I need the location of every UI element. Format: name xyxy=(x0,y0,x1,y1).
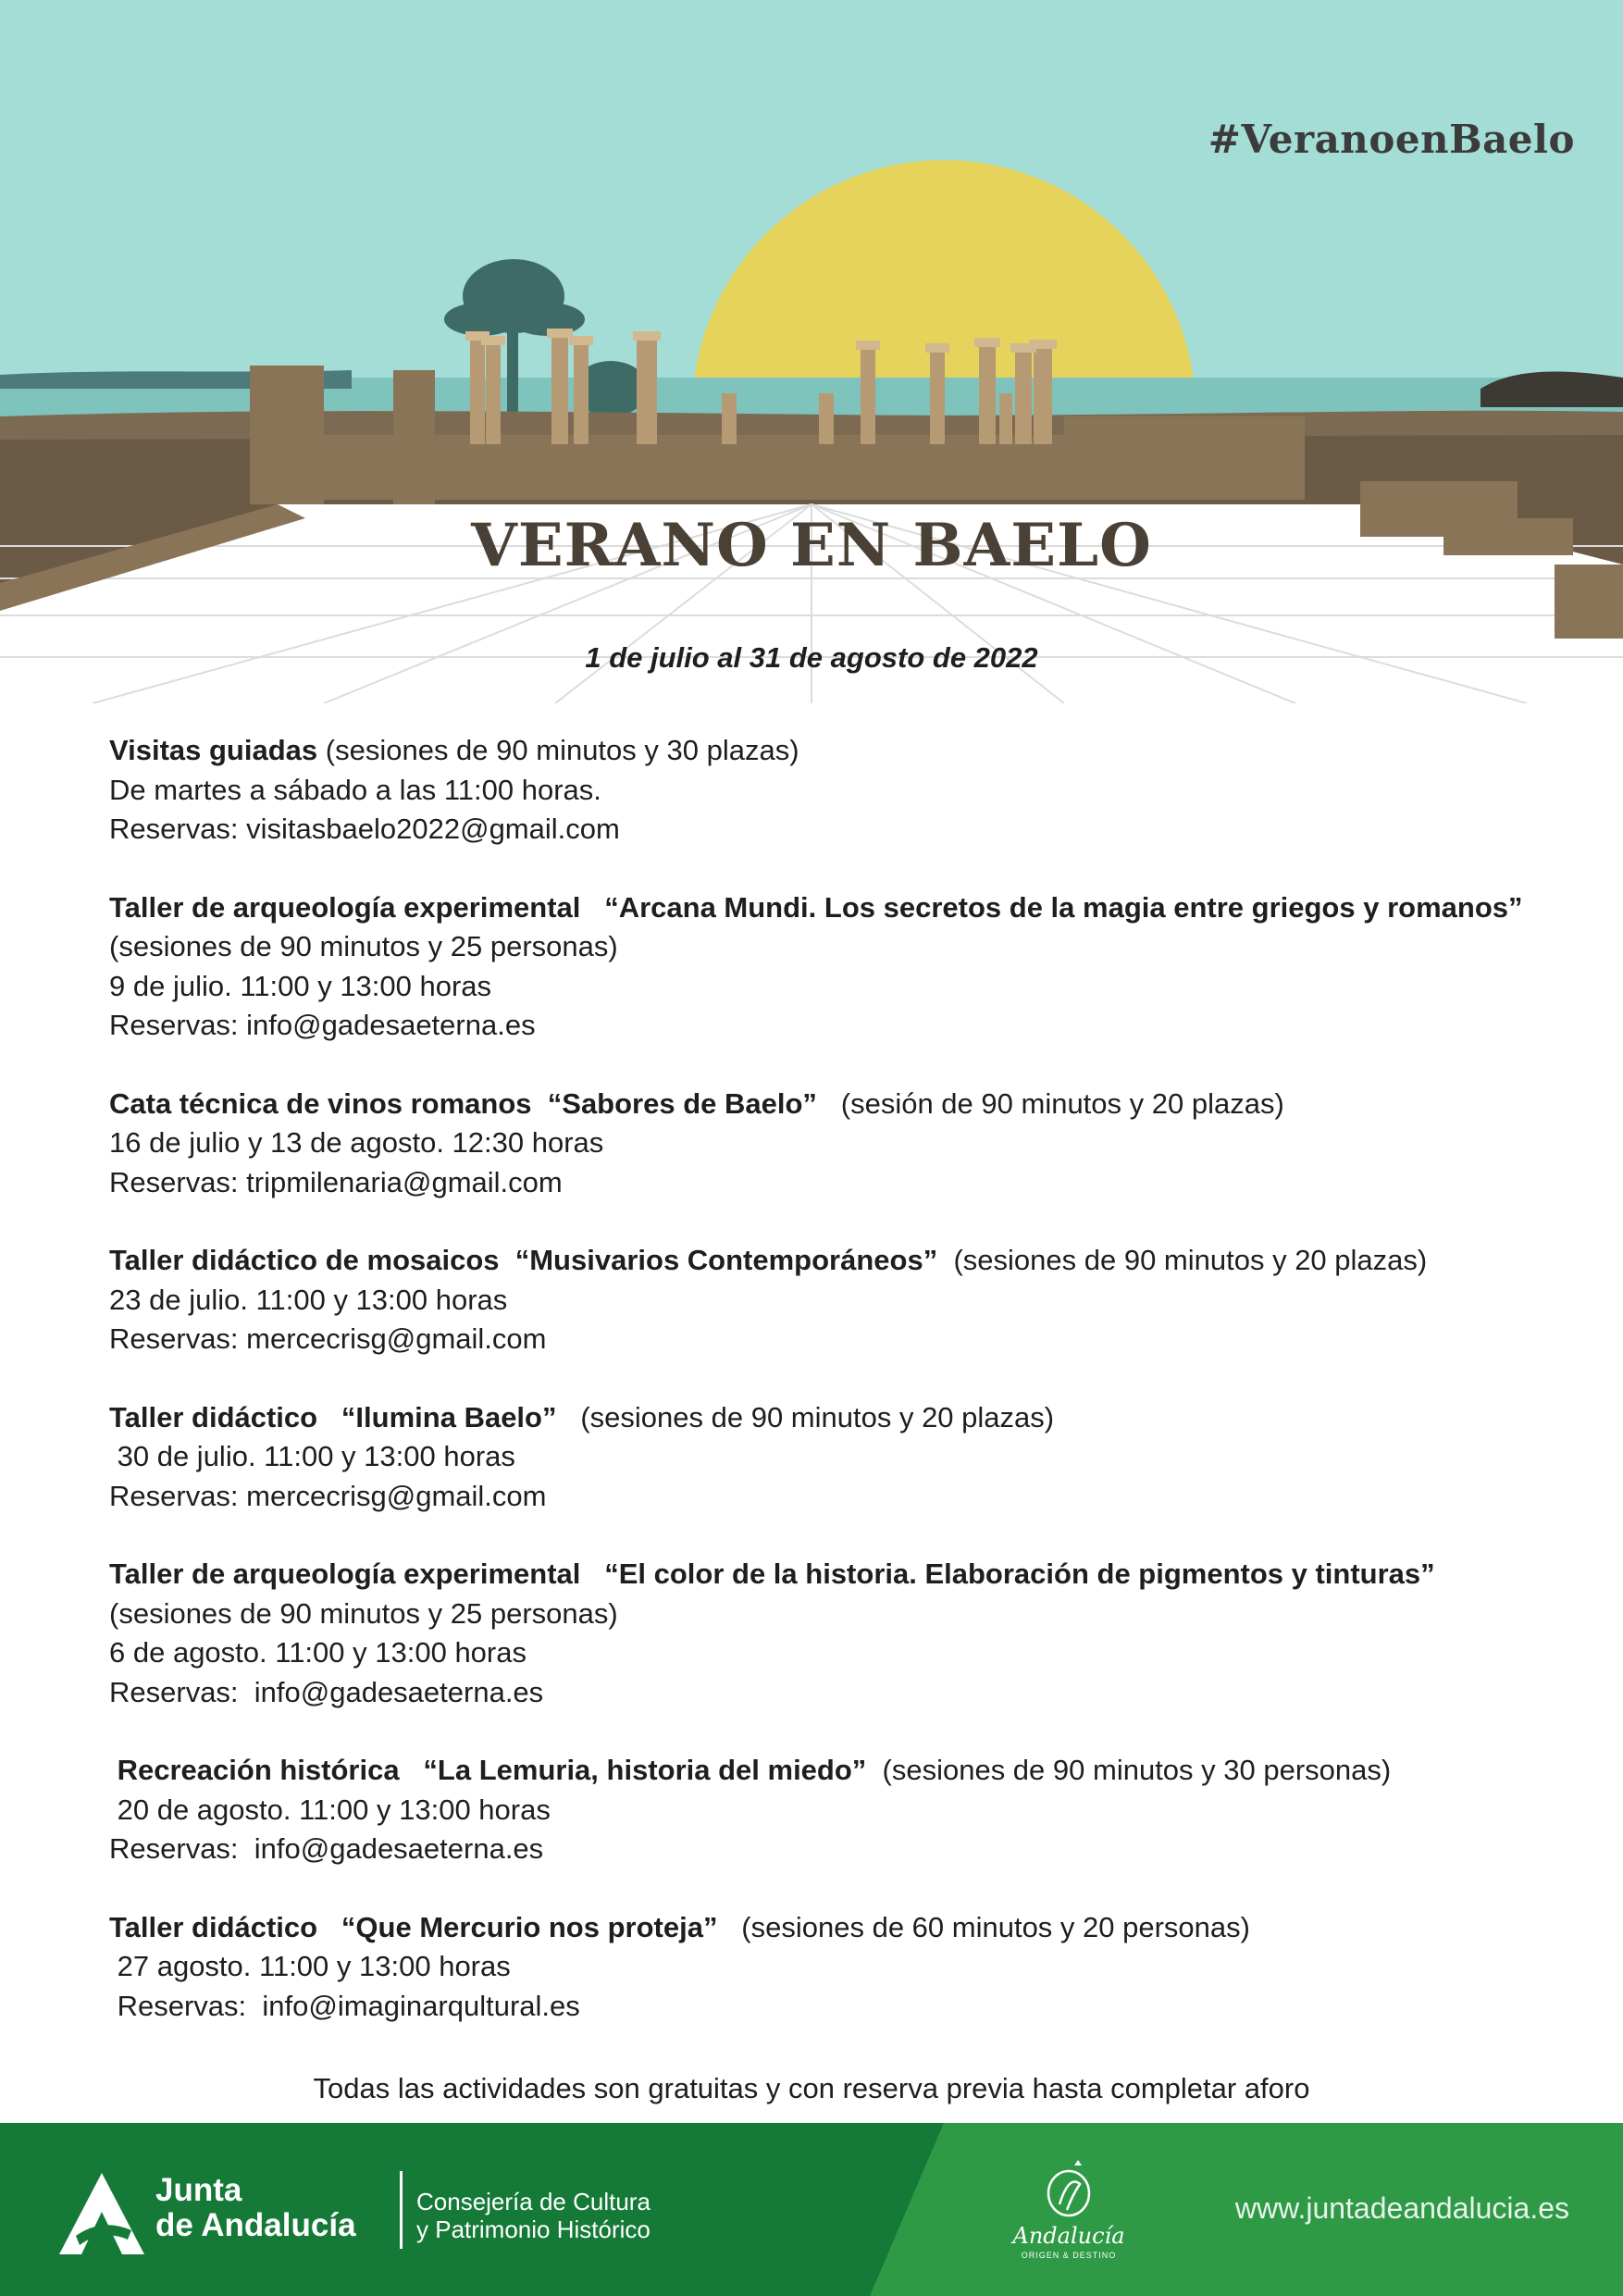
activity-title: Taller didáctico “Ilumina Baelo” xyxy=(109,1400,557,1433)
footer-divider xyxy=(400,2171,403,2249)
free-activities-note: Todas las actividades son gratuitas y con reserva previa hasta completar aforo xyxy=(313,2072,1310,2104)
hero-banner xyxy=(0,0,1623,703)
andalucia-brand-name: Andalucía xyxy=(1012,2223,1125,2249)
website-link[interactable]: www.juntadeandalucia.es xyxy=(1234,2191,1569,2225)
activity-item xyxy=(109,1908,1553,2027)
activity-detail: (sesión de 90 minutos y 20 plazas) xyxy=(816,1086,1284,1120)
activity-reservation: Reservas: info@gadesaeterna.es xyxy=(109,1832,544,1865)
andalucia-brand-subtitle: ORIGEN & DESTINO xyxy=(1021,2251,1117,2260)
activity-reservation: Reservas: info@gadesaeterna.es xyxy=(109,1675,544,1708)
footer-bar xyxy=(0,2123,1623,2296)
junta-line-2: de Andalucía xyxy=(155,2207,356,2243)
activity-detail: (sesiones de 90 minutos y 20 plazas) xyxy=(556,1400,1055,1433)
activity-title: Taller didáctico “Que Mercurio nos proteja” xyxy=(109,1910,718,1943)
activity-title: Recreación histórica “La Lemuria, historia del miedo” xyxy=(109,1754,867,1786)
activity-reservation: Reservas: info@gadesaeterna.es xyxy=(109,1009,536,1041)
activity-item xyxy=(109,1085,1553,1203)
activity-reservation: Reservas: info@imaginarqultural.es xyxy=(109,1989,580,2022)
activity-reservation: Reservas: tripmilenaria@gmail.com xyxy=(109,1165,563,1198)
activity-reservation: Reservas: visitasbaelo2022@gmail.com xyxy=(109,813,620,845)
activity-item xyxy=(109,1555,1553,1712)
activity-item xyxy=(109,1241,1553,1359)
activity-item xyxy=(109,731,1553,850)
activity-item xyxy=(109,1398,1553,1517)
activity-item xyxy=(109,1751,1553,1869)
activities-list xyxy=(109,731,1553,2065)
activity-schedule: De martes a sábado a las 11:00 horas. xyxy=(109,773,601,806)
page-title: VERANO EN BAELO xyxy=(471,511,1152,580)
activity-schedule: 9 de julio. 11:00 y 13:00 horas xyxy=(109,969,492,1002)
activity-title: Taller de arqueología experimental “Arcana Mundi. Los secretos de la magia entre griegos y romanos” xyxy=(109,890,1523,924)
activity-schedule: 30 de julio. 11:00 y 13:00 horas xyxy=(109,1440,515,1472)
hashtag-label: #VeranoenBaelo xyxy=(1208,117,1575,162)
junta-line-1: Junta xyxy=(155,2172,242,2208)
activity-title: Taller didáctico de mosaicos “Musivarios Contemporáneos” xyxy=(109,1244,938,1276)
baelo-ruins-illustration xyxy=(0,0,1623,703)
activity-detail: (sesiones de 90 minutos y 30 personas) xyxy=(866,1754,1392,1786)
activity-sessions: (sesiones de 90 minutos y 25 personas) xyxy=(109,930,618,962)
activity-schedule: 16 de julio y 13 de agosto. 12:30 horas xyxy=(109,1126,604,1159)
activity-title: Taller de arqueología experimental “El color de la historia. Elaboración de pigmentos y tinturas” xyxy=(109,1558,1435,1590)
activity-reservation: Reservas: mercecrisg@gmail.com xyxy=(109,1479,547,1512)
activity-schedule: 23 de julio. 11:00 y 13:00 horas xyxy=(109,1283,508,1316)
event-dates: 1 de julio al 31 de agosto de 2022 xyxy=(585,641,1038,674)
activity-schedule: 27 agosto. 11:00 y 13:00 horas xyxy=(109,1950,511,1982)
activity-item xyxy=(109,888,1553,1046)
activity-detail: (sesiones de 60 minutos y 20 personas) xyxy=(717,1910,1250,1943)
activity-title: Cata técnica de vinos romanos “Sabores de Baelo” xyxy=(109,1086,817,1120)
activity-schedule: 6 de agosto. 11:00 y 13:00 horas xyxy=(109,1636,527,1669)
consejeria-line-2: y Patrimonio Histórico xyxy=(416,2215,650,2243)
activity-detail: (sesiones de 90 minutos y 30 plazas) xyxy=(317,734,799,766)
activity-sessions: (sesiones de 90 minutos y 25 personas) xyxy=(109,1596,618,1630)
activity-detail: (sesiones de 90 minutos y 20 plazas) xyxy=(937,1244,1428,1276)
activity-title: Visitas guiadas xyxy=(109,734,318,766)
consejeria-line-1: Consejería de Cultura xyxy=(416,2188,650,2215)
activity-reservation: Reservas: mercecrisg@gmail.com xyxy=(109,1322,547,1355)
activity-schedule: 20 de agosto. 11:00 y 13:00 horas xyxy=(109,1793,551,1826)
